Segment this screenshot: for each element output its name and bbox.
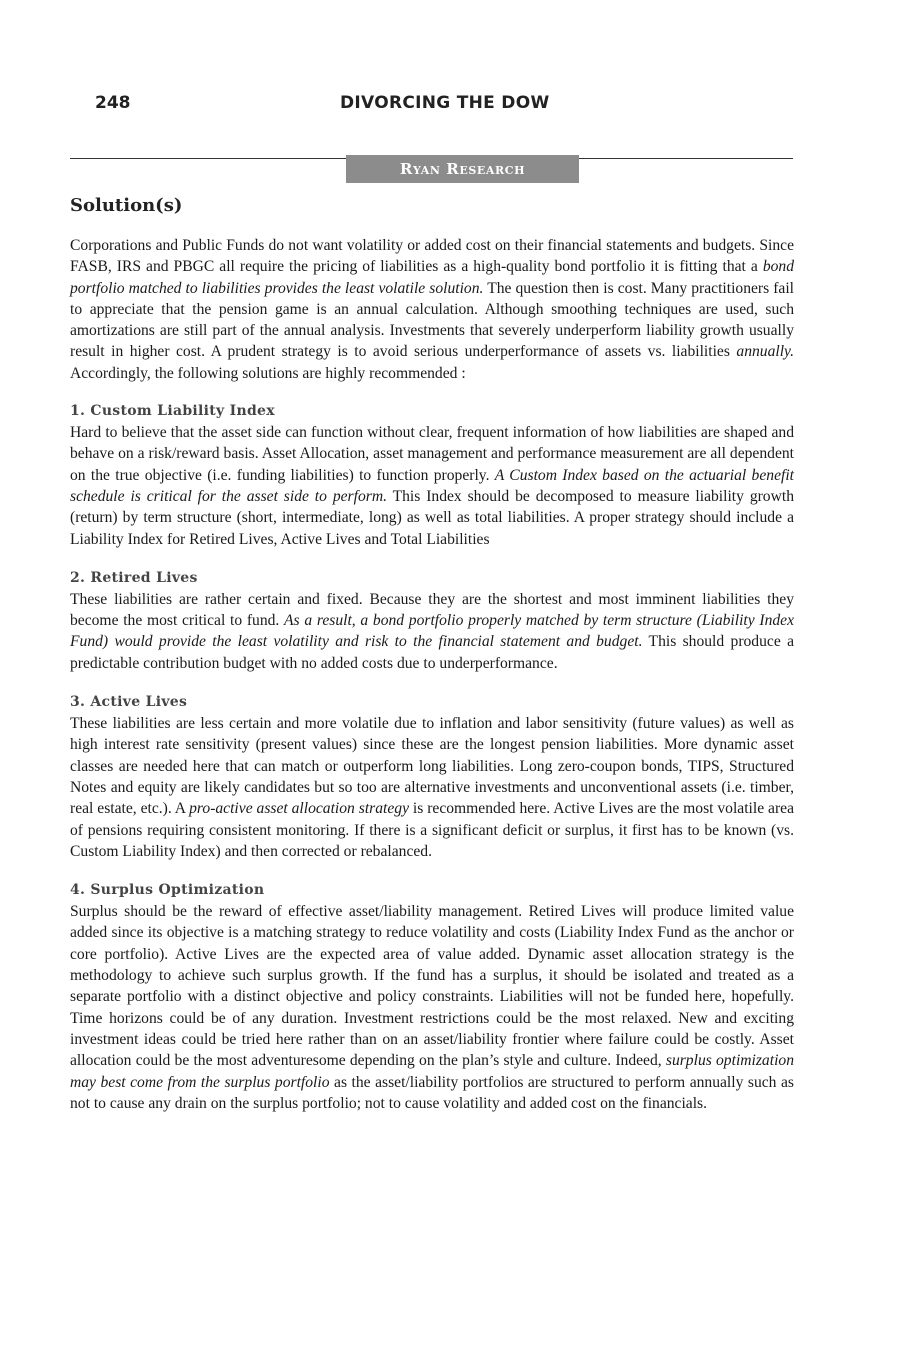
intro-text-2: The question then is cost. Many practitioners fail to appreciate that the pension game is an annual calculation. Although smoothing techniques are used, such amortizations are still part of the annual analysis. Investments that severely underperform liability growth usually result in higher cost. A prudent strategy is to avoid serious underperformance of assets vs. liabilities (70, 279, 795, 361)
solution-text: These liabilities are rather certain and fixed. Because they are the shortest and most imminent liabilities they become the most critical to fund. (70, 590, 794, 630)
solution-text: Hard to believe that the asset side can function without clear, frequent information of how liabilities are shaped and behave on a risk/reward basis. Asset Allocation, asset management and performance measurement are all dependent on the true objective (i.e. funding liabilities) to function properly. (70, 424, 794, 484)
page-number: 248 (95, 93, 131, 113)
solution-emphasis: surplus optimization may best come from the surplus portfolio (70, 1052, 794, 1091)
solution-emphasis: A Custom Index based on the actuarial benefit schedule is critical for the asset side to perform. (70, 466, 794, 505)
section-heading: Solution(s) (70, 195, 183, 216)
solution-text: This Index should be decomposed to measure liability growth (return) by term structure (short, intermediate, long) as well as total liabilities. A proper strategy should include a Liability Index for Retired Lives, Active Lives and Total Liabilities (70, 487, 794, 548)
solution-text: as the asset/liability portfolios are structured to perform annually such as not to cause any drain on the surplus portfolio; not to cause volatility and added cost on the financials. (70, 1073, 794, 1112)
intro-emphasis-1: bond portfolio matched to liabilities provides the least volatile solution. (70, 258, 794, 297)
solution-text: These liabilities are less certain and more volatile due to inflation and labor sensitivity (future values) as well as high interest rate sensitivity (present values) since these are the longest pension liabilities. More dynamic asset classes are needed here that can match or outperform long liabilities. Long zero-coupon bonds, TIPS, Structured Notes and equity are likely candidates but so too are alternative investments and unconventional assets (i.e. timber, real estate, etc.). A (70, 715, 794, 818)
solution-surplus-optimization (70, 879, 794, 1114)
solution-text: Surplus should be the reward of effective asset/liability management. Retired Lives will produce limited value added since its objective is a matching strategy to reduce volatility and costs (Liability Index Fund as the anchor or core portfolio). Active Lives are the expected area of value added. Dynamic asset allocation strategy is the methodology to achieve such surplus growth. If the fund has a surplus, it should be isolated and treated as a separate portfolio with a distinct objective and policy constraints. Liabilities will not be funded here, hopefully. Time horizons could be of any duration. Investment restrictions could be the most relaxed. New and exciting investment ideas could be tried here rather than on an asset/liability frontier where failure could be costly. Asset allocation could be the most adventuresome depending on the plan’s style and culture. Indeed, (70, 903, 794, 1070)
solution-title: 4. Surplus Optimization (70, 882, 265, 899)
running-header (95, 93, 791, 119)
solution-body (70, 422, 794, 550)
main-content (70, 193, 794, 1131)
solution-text: is recommended here. Active Lives are the most volatile area of pensions requiring consistent monitoring. If there is a significant deficit or surplus, it first has to be known (vs. Custom Liability Index) and then corrected or rebalanced. (70, 800, 795, 860)
solution-retired-lives (70, 567, 794, 674)
solution-title: 1. Custom Liability Index (70, 403, 275, 420)
intro-paragraph (70, 235, 794, 384)
solution-text: This should produce a predictable contribution budget with no added costs due to underperformance. (70, 633, 794, 672)
ryan-research-banner: Ryan Research (346, 155, 579, 183)
intro-text-3: Accordingly, the following solutions are highly recommended : (70, 364, 466, 382)
solution-emphasis: As a result, a bond portfolio properly matched by term structure (Liability Index Fund) would provide the least volatility and risk to the financial statement and budget. (70, 612, 795, 651)
solution-custom-liability-index (70, 400, 794, 550)
solution-title: 3. Active Lives (70, 694, 188, 711)
intro-emphasis-2: annually. (736, 343, 794, 361)
intro-text-1: Corporations and Public Funds do not want volatility or added cost on their financial statements and budgets. Since FASB, IRS and PBGC all require the pricing of liabilities as a high-quality bond portfolio it is fitting that a (70, 237, 794, 276)
solution-body (70, 901, 794, 1114)
solution-title: 2. Retired Lives (70, 569, 198, 586)
solution-emphasis: pro-active asset allocation strategy (189, 800, 409, 818)
solution-body (70, 713, 794, 862)
book-title: DIVORCING THE DOW (340, 93, 550, 113)
solution-active-lives (70, 691, 794, 862)
solution-body (70, 589, 794, 674)
